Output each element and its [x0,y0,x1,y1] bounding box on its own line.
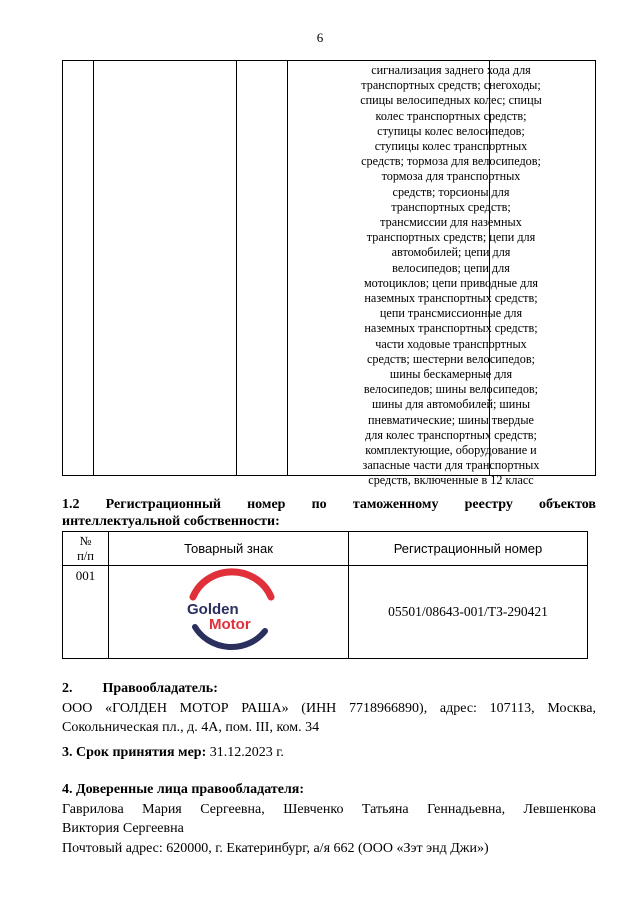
row-number: 001 [63,566,109,659]
header-number-line1: № [79,533,92,548]
header-number [63,532,109,566]
goods-list-line: трансмиссии для наземных [380,215,522,230]
goods-list-line: автомобилей; цепи для [391,245,511,260]
goods-list-line: средств; торсионы для [392,184,510,199]
goods-list-line: тормоза для транспортных [381,169,521,184]
logo-red-arc [193,571,271,596]
table-column-2 [94,61,237,475]
section-4-line3: Почтовый адрес: 620000, г. Екатеринбург, а/я 662 (ООО «Зэт энд Джи») [62,840,489,856]
section-2-line2: Сокольническая пл., д. 4А, пом. III, ком. 34 [62,720,320,735]
goods-list-line: ступицы колес велосипедов; [377,123,525,138]
section-2-line1: ООО «ГОЛДЕН МОТОР РАША» (ИНН 7718966890), адрес: 107113, Москва, [62,700,596,716]
section-4-line1: Гаврилова Мария Сергеевна, Шевченко Татьяна Геннадьевна, Левшенкова [62,801,596,817]
section-1-2-heading-line2: интеллектуальной собственности: [62,514,280,529]
goods-list-line: мотоциклов; цепи приводные для [363,275,539,290]
goods-list-line: для колес транспортных средств; [365,427,537,442]
table-row [63,566,588,659]
header-number-line2: п/п [77,548,94,563]
section-2-heading [62,679,596,699]
section-2-number: 2. [62,681,73,696]
goods-list-line: транспортных средств; снегоходы; [361,78,541,93]
trademark-cell [109,566,349,659]
goods-list-line: шины для автомобилей; шины [371,397,531,412]
goods-list-line: ступицы колес транспортных [374,139,528,154]
goods-list-line: пневматические; шины твердые [368,412,534,427]
page-number: 6 [316,30,324,45]
logo-word-motor: Motor [208,615,251,633]
section-4 [62,780,596,858]
goods-list-line: велосипедов; шины велосипедов; [363,382,539,397]
table-column-1 [63,61,94,475]
heading-word: номер [247,497,286,512]
goods-list-line: части ходовые транспортных [375,336,527,351]
goods-list-line: колес транспортных средств; [375,108,527,123]
goods-list-line: цепи трансмиссионные для [379,306,523,321]
goods-list-line: транспортных средств; цепи для [366,230,536,245]
goods-list-line: наземных транспортных средств; [364,321,538,336]
heading-word: таможенному [352,497,439,512]
header-trademark: Товарный знак [109,532,349,566]
section-3-title: 3. Срок принятия мер: [62,745,207,760]
goods-table-continuation [62,60,596,488]
goods-list-line: сигнализация заднего хода для [371,63,531,77]
heading-word: реестру [464,497,513,512]
logo-word-golden: Golden [186,600,239,618]
registration-number: 05501/08643-001/ТЗ-290421 [349,566,588,659]
table-header-row [63,532,588,566]
golden-motor-logo [181,567,277,655]
section-1-2-heading-line1 [62,496,596,513]
goods-list-line: средств; тормоза для велосипедов; [361,154,541,169]
section-1-2-heading [62,496,596,530]
heading-word: по [311,497,327,512]
section-2 [62,679,596,738]
goods-list-line: спицы велосипедных колес; спицы [360,93,542,108]
heading-word: Регистрационный [105,497,221,512]
heading-word: объектов [538,497,596,512]
goods-list-line: запасные части для транспортных [362,458,540,473]
goods-list-line: транспортных средств; [391,199,511,214]
table-column-3 [237,61,288,475]
trademark-table [62,531,588,659]
section-2-title: Правообладатель: [102,681,218,696]
header-registration-number: Регистрационный номер [349,532,588,566]
section-4-line2: Виктория Сергеевна [62,821,184,836]
goods-list-line: комплектующие, оборудование и [365,443,537,458]
goods-list-line: шины бескамерные для [389,367,513,382]
goods-list-line: средств; шестерни велосипедов; [366,351,535,366]
section-3 [62,743,596,763]
goods-list-text [350,63,552,489]
goods-list-line: велосипедов; цепи для [392,260,510,275]
section-3-value: 31.12.2023 г. [206,745,284,760]
section-number: 1.2 [62,497,80,512]
section-4-title: 4. Доверенные лица правообладателя: [62,782,305,797]
goods-list-line: наземных транспортных средств; [364,291,538,306]
goods-list-line: средств, включенные в 12 класс [368,473,534,488]
